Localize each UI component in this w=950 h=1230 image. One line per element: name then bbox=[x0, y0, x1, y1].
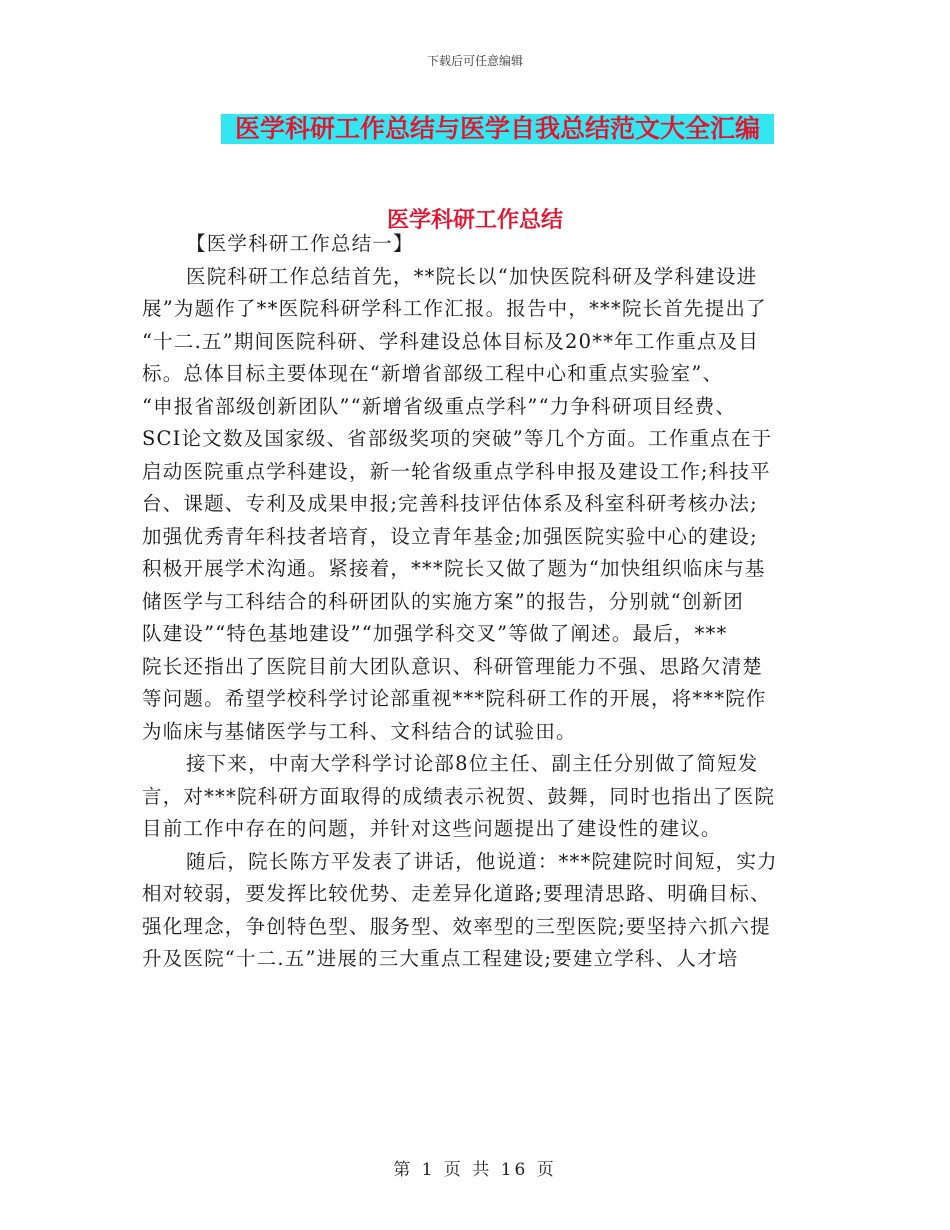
section-title: 医学科研工作总结 bbox=[386, 208, 563, 233]
body-line: 积极开展学术沟通。紧接着，***院长又做了题为“加快组织临床与基 bbox=[142, 557, 766, 580]
body-line: 强化理念，争创特色型、服务型、效率型的三型医院;要坚持六抓六提 bbox=[142, 914, 771, 938]
body-line: 台、课题、专利及成果申报;完善科技评估体系及科室科研考核办法; bbox=[142, 492, 758, 515]
document-body bbox=[142, 228, 810, 976]
body-line: “十二.五”期间医院科研、学科建设总体目标及20**年工作重点及目 bbox=[142, 329, 760, 353]
body-line: 随后，院长陈方平发表了讲话，他说道：***院建院时间短，实力 bbox=[186, 849, 778, 873]
body-line: SCI论文数及国家级、省部级奖项的突破”等几个方面。工作重点在于 bbox=[142, 427, 773, 450]
body-line: 启动医院重点学科建设，新一轮省级重点学科申报及建设工作;科技平 bbox=[142, 459, 771, 483]
body-line: 接下来，中南大学科学讨论部8位主任、副主任分别做了简短发 bbox=[186, 752, 759, 775]
body-line: 医院科研工作总结首先，**院长以“加快医院科研及学科建设进 bbox=[186, 264, 758, 288]
body-line: 标。总体目标主要体现在“新增省部级工程中心和重点实验室”、 bbox=[142, 362, 724, 385]
subsection-heading: 【医学科研工作总结一】 bbox=[186, 232, 414, 255]
page-number: 第 1 页 共 16 页 bbox=[393, 1160, 557, 1180]
body-line: 院长还指出了医院目前大团队意识、科研管理能力不强、思路欠清楚 bbox=[142, 654, 764, 678]
body-line: 相对较弱，要发挥比较优势、走差异化道路;要理清思路、明确目标、 bbox=[142, 882, 771, 905]
document-title: 医学科研工作总结与医学自我总结范文大全汇编 bbox=[221, 114, 774, 144]
body-line: 展”为题作了**医院科研学科工作汇报。报告中，***院长首先提出了 bbox=[142, 297, 767, 320]
page-header-note: 下载后可任意编辑 bbox=[426, 54, 523, 68]
body-line: 等问题。希望学校科学讨论部重视***院科研工作的开展，将***院作 bbox=[142, 687, 767, 710]
body-line: “申报省部级创新团队”“新增省级重点学科”“力争科研项目经费、 bbox=[142, 394, 737, 418]
body-line: 升及医院“十二.五”进展的三大重点工程建设;要建立学科、人才培 bbox=[142, 947, 739, 970]
body-line: 为临床与基储医学与工科、文科结合的试验田。 bbox=[142, 719, 577, 743]
body-line: 加强优秀青年科技者培育，设立青年基金;加强医院实验中心的建设; bbox=[142, 524, 758, 548]
body-line: 目前工作中存在的问题，并针对这些问题提出了建设性的建议。 bbox=[142, 817, 722, 840]
body-line: 储医学与工科结合的科研团队的实施方案”的报告，分别就“创新团 bbox=[142, 589, 744, 613]
body-line: 队建设”“特色基地建设”“加强学科交叉”等做了阐述。最后，*** bbox=[142, 622, 728, 645]
body-line: 言，对***院科研方面取得的成绩表示祝贺、鼓舞，同时也指出了医院 bbox=[142, 784, 776, 808]
